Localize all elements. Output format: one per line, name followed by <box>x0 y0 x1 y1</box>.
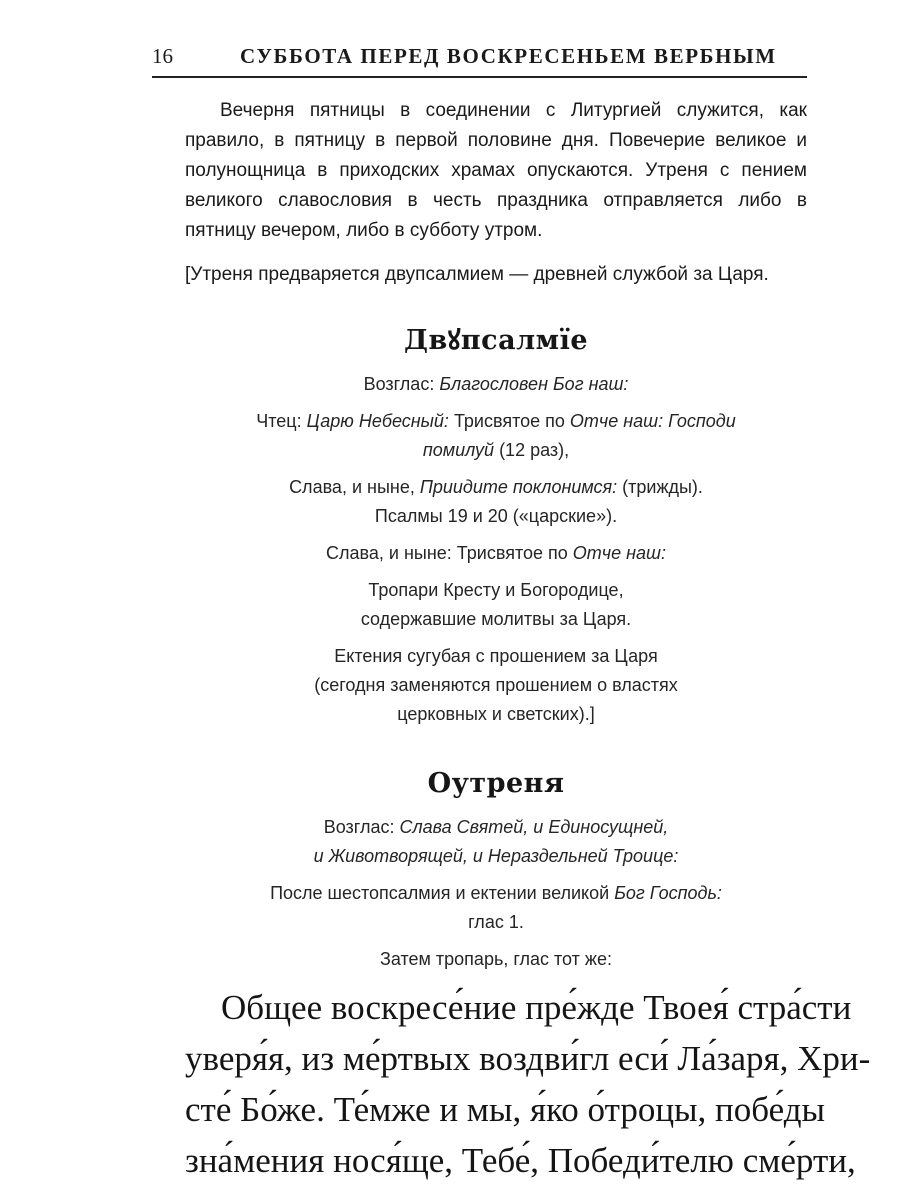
rubric-troparia: Тропари Кресту и Богородице, содержавшие молитвы за Царя. <box>360 580 632 629</box>
heading-dvupsalmie: Двꙋпсалмїе <box>403 325 589 356</box>
running-header <box>152 40 807 78</box>
rubric-trisagion: Слава, и ныне: Трисвятое по Отче наш: <box>326 543 666 563</box>
rubric-glory: Слава, и ныне, Приидите поклонимся: (трижды). Псалмы 19 и 20 («царские»). <box>289 477 703 526</box>
troparion-line: зна́мения нося́ще, Тебе́, Победи́телю сме́рти, <box>185 1141 856 1180</box>
rubric-litany: Ектения сугубая с прошением за Царя (сегодня заменяются прошением о властях церковных и светских).] <box>314 646 678 724</box>
rubric-reader: Чтец: Царю Небесный: Трисвятое по Отче наш: Господи помилуй (12 раз), <box>256 411 736 460</box>
rubric-six-psalms: После шестопсалмия и ектении великой Бог Господь: глас 1. <box>270 883 722 932</box>
page-body <box>185 96 871 1186</box>
troparion-line: уверя́я, из ме́ртвых воздви́гл еси́ Ла́заря, Хри- <box>185 1039 871 1078</box>
troparion-text <box>185 982 871 1186</box>
page-number: 16 <box>152 44 173 68</box>
bracket-note: [Утреня предваряется двупсалмием — древней службой за Царя. <box>185 264 769 285</box>
rubric-utrenya-exclamation: Возглас: Слава Святей, и Единосущней, и Животворящей, и Нераздельней Троице: <box>313 817 679 866</box>
running-title: СУББОТА ПЕРЕД ВОСКРЕСЕНЬЕМ ВЕРБНЫМ <box>240 44 777 68</box>
rubric-exclamation: Возглас: Благословен Бог наш: <box>363 374 629 394</box>
troparion-line: Общее воскресе́ние пре́жде Твоея́ стра́сти <box>221 988 852 1027</box>
troparion-line: сте́ Бо́же. Те́мже и мы, я́ко о́троцы, побе́ды <box>185 1090 826 1129</box>
intro-paragraph: Вечерня пятницы в соединении с Литургией служится, как правило, в пятницу в первой половине дня. Повечерие великое и полунощница в приходских храмах опускаются. Утреня с пением великого славословия в честь праздника отправляется либо в пятницу вечером, либо в субботу утром. <box>185 100 807 241</box>
rubric-troparion-intro: Затем тропарь, глас тот же: <box>380 949 612 969</box>
heading-utrenya: Оутреня <box>427 768 565 799</box>
